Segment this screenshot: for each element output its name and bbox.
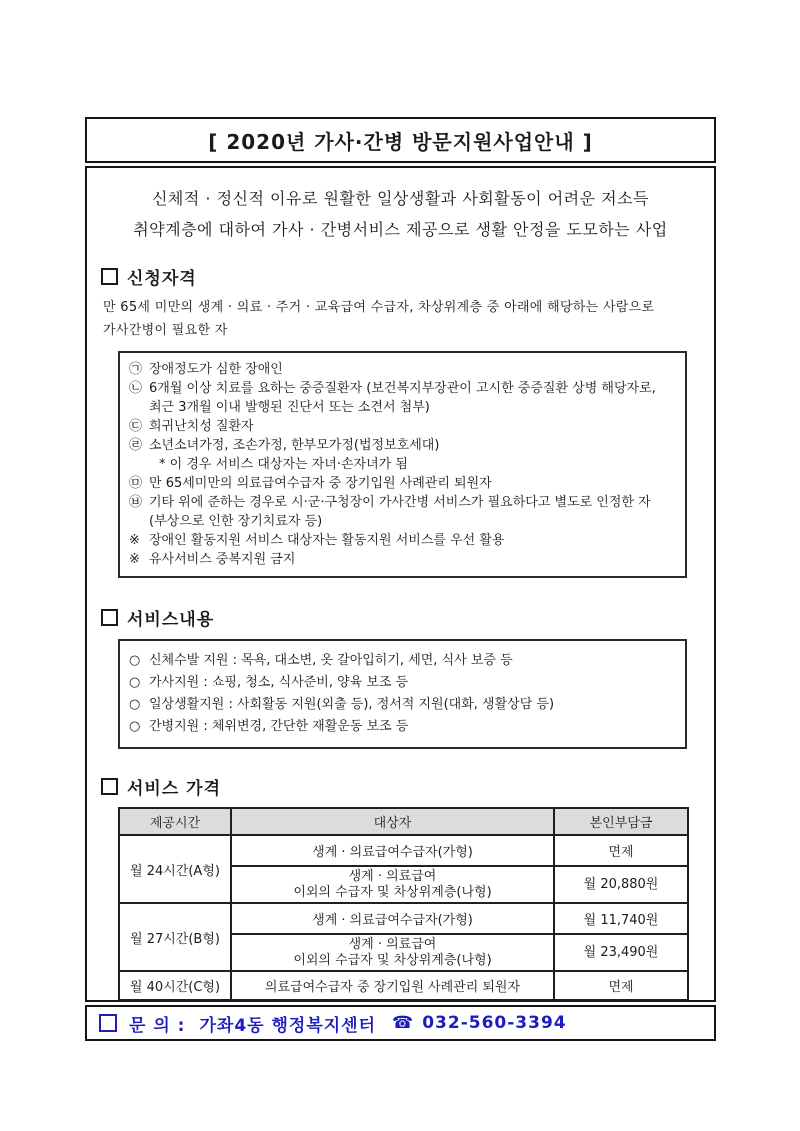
item-text: 신체수발 지원 : 목욕, 대소변, 옷 갈아입히기, 세면, 식사 보증 등	[149, 653, 513, 668]
telephone-icon: ☎	[392, 1013, 415, 1033]
checkbox-bullet-icon	[99, 1014, 117, 1032]
list-item	[129, 650, 676, 672]
cell-target: 생계 · 의료급여수급자(가형)	[231, 903, 554, 934]
list-item	[129, 474, 676, 493]
intro-line: 신체적 · 정신적 이유로 원활한 일상생활과 사회활동이 어려운 저소득	[151, 189, 650, 208]
circle-bullet-icon: ○	[129, 697, 141, 712]
item-text: 일상생활지원 : 사회활동 지원(외출 등), 정서적 지원(대화, 생활상담 등)	[149, 697, 555, 712]
intro-line: 취약계층에 대하여 가사 · 간병서비스 제공으로 생활 안정을 도모하는 사업	[133, 220, 668, 239]
item-text-continued: (부상으로 인한 장기치료자 등)	[149, 514, 323, 529]
cell-fee: 월 23,490원	[554, 934, 688, 971]
contact-phone: 032-560-3394	[422, 1013, 567, 1033]
list-item	[129, 379, 676, 398]
eligibility-box	[118, 351, 687, 578]
column-header-target: 대상자	[231, 808, 554, 835]
eligibility-description	[103, 296, 704, 342]
list-item	[129, 531, 676, 550]
item-subnote: * 이 경우 서비스 대상자는 자녀·손자녀가 됨	[159, 457, 408, 472]
table-row	[119, 835, 688, 866]
contact-box	[85, 1005, 716, 1041]
cell-fee: 면제	[554, 971, 688, 1000]
item-text: 희귀난치성 질환자	[149, 419, 254, 434]
section-heading-eligibility	[101, 264, 714, 289]
item-marker: ㉢	[129, 419, 143, 434]
item-text: 기타 위에 준하는 경우로 시·군·구청장이 가사간병 서비스가 필요하다고 별도로 인정한 자	[149, 495, 651, 510]
cell-target: 생계 · 의료급여수급자(가형)	[231, 835, 554, 866]
section-heading-services	[101, 605, 714, 630]
list-item	[129, 672, 676, 694]
item-text: 6개월 이상 치료를 요하는 중증질환자 (보건복지부장관이 고시한 중증질환 상병 해당자로,	[149, 381, 656, 396]
item-marker: ㉤	[129, 476, 143, 491]
section-heading-label: 서비스내용	[127, 610, 215, 630]
column-header-fee: 본인부담금	[554, 808, 688, 835]
cell-target-line: 생계 · 의료급여	[348, 936, 437, 952]
list-item	[129, 436, 676, 455]
item-marker: ㉣	[129, 438, 143, 453]
title-box	[85, 117, 716, 163]
item-text: 유사서비스 중복지원 금지	[149, 552, 296, 567]
cell-target-line: 이외의 수급자 및 차상위계층(나형)	[293, 884, 492, 900]
section-heading-price	[101, 774, 714, 799]
list-item	[129, 417, 676, 436]
cell-target: 의료급여수급자 중 장기입원 사례관리 퇴원자	[231, 971, 554, 1000]
item-text: 간병지원 : 체위변경, 간단한 재활운동 보조 등	[149, 719, 409, 734]
checkbox-bullet-icon	[101, 778, 118, 795]
list-item	[129, 694, 676, 716]
cell-target-line: 생계 · 의료급여	[348, 868, 437, 884]
eligibility-desc-line: 만 65세 미만의 생계 · 의료 · 주거 · 교육급여 수급자, 차상위계층 중 아래에 해당하는 사람으로	[103, 300, 655, 315]
circle-bullet-icon: ○	[129, 653, 141, 668]
page-title: [ 2020년 가사·간병 방문지원사업안내 ]	[208, 129, 593, 154]
item-marker: ㉡	[129, 381, 143, 396]
item-text: 장애정도가 심한 장애인	[149, 362, 283, 377]
table-row	[119, 903, 688, 934]
section-heading-label: 신청자격	[127, 269, 197, 289]
list-item	[129, 493, 676, 512]
contact-label: 문 의 :	[129, 1015, 186, 1036]
circle-bullet-icon: ○	[129, 719, 141, 734]
list-item	[129, 716, 676, 738]
services-box	[118, 639, 687, 749]
cell-target	[231, 866, 554, 903]
contact-office: 가좌4동 행정복지센터	[199, 1015, 377, 1036]
cell-fee: 월 11,740원	[554, 903, 688, 934]
checkbox-bullet-icon	[101, 268, 118, 285]
intro-paragraph	[95, 183, 706, 245]
item-marker: ㉥	[129, 495, 143, 510]
item-text-continued: 최근 3개월 이내 발행된 진단서 또는 소견서 첨부)	[149, 400, 430, 415]
table-header-row	[119, 808, 688, 835]
cell-target	[231, 934, 554, 971]
price-table	[118, 807, 689, 1001]
body-box	[85, 166, 716, 1002]
cell-time: 월 27시간(B형)	[119, 903, 231, 971]
item-text: 장애인 활동지원 서비스 대상자는 활동지원 서비스를 우선 활용	[149, 533, 505, 548]
cell-time: 월 40시간(C형)	[119, 971, 231, 1000]
checkbox-bullet-icon	[101, 609, 118, 626]
eligibility-desc-line: 가사간병이 필요한 자	[103, 323, 228, 338]
cell-target-line: 이외의 수급자 및 차상위계층(나형)	[293, 952, 492, 968]
list-item	[129, 550, 676, 569]
section-heading-label: 서비스 가격	[127, 779, 222, 799]
item-text: 소년소녀가정, 조손가정, 한부모가정(법정보호세대)	[149, 438, 440, 453]
cell-fee: 면제	[554, 835, 688, 866]
table-row	[119, 971, 688, 1000]
item-marker: ※	[129, 533, 140, 548]
item-text: 만 65세미만의 의료급여수급자 중 장기입원 사례관리 퇴원자	[149, 476, 492, 491]
column-header-time: 제공시간	[119, 808, 231, 835]
item-marker: ㉠	[129, 362, 143, 377]
item-text: 가사지원 : 쇼핑, 청소, 식사준비, 양육 보조 등	[149, 675, 409, 690]
cell-fee: 월 20,880원	[554, 866, 688, 903]
item-marker: ※	[129, 552, 140, 567]
cell-time: 월 24시간(A형)	[119, 835, 231, 903]
list-item	[129, 360, 676, 379]
circle-bullet-icon: ○	[129, 675, 141, 690]
